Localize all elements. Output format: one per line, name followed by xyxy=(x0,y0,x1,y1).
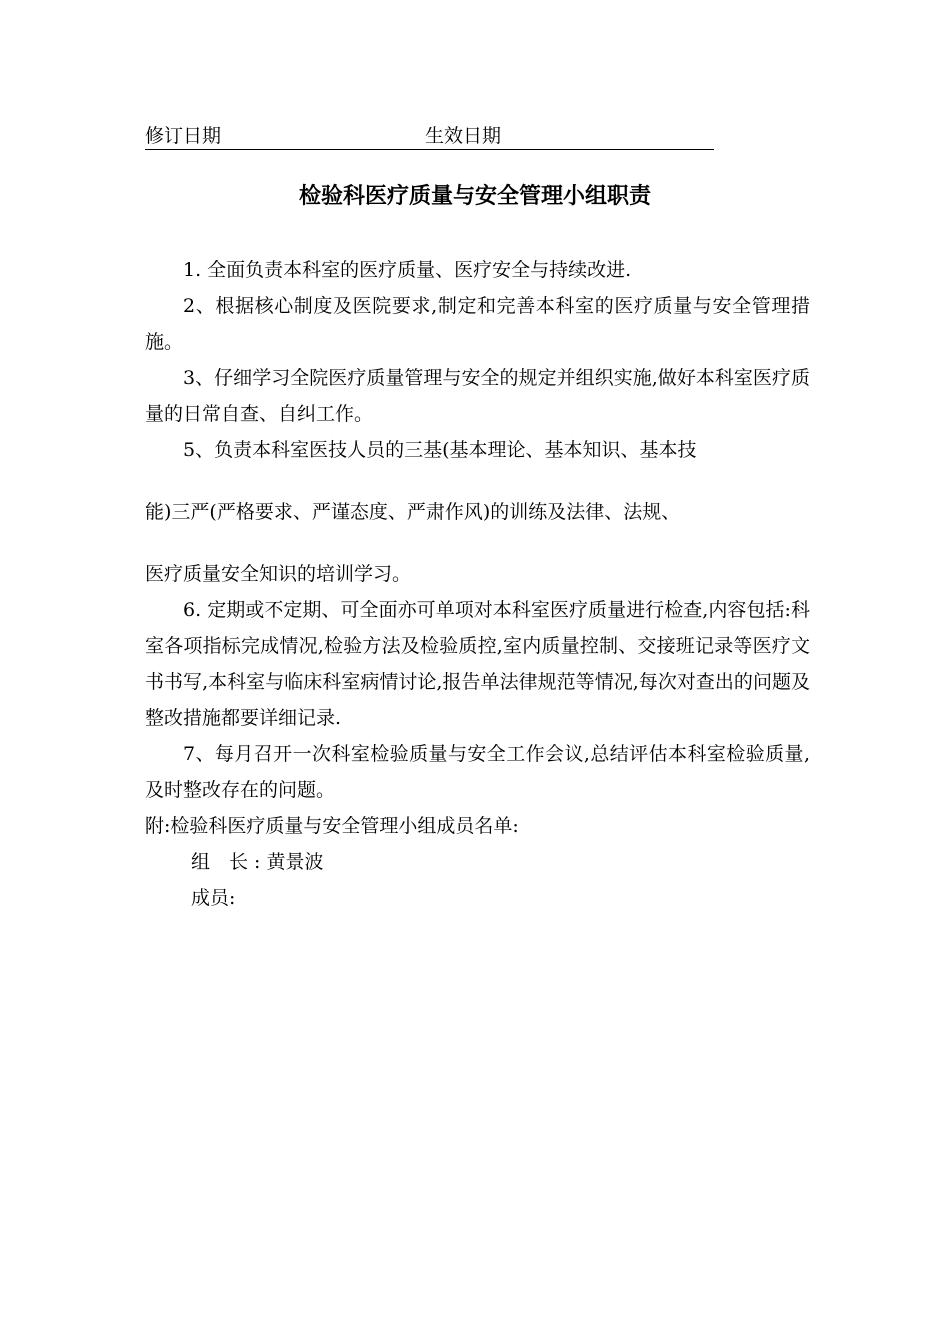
group-leader-line: 组 长 : 黄景波 xyxy=(191,851,324,873)
group-members-line: 成员: xyxy=(191,887,236,909)
responsibility-item-5-line-3: 医疗质量安全知识的培训学习。 xyxy=(145,563,412,585)
responsibility-item-6: 6. 定期或不定期、可全面亦可单项对本科室医疗质量进行检查,内容包括:科室各项指标完成情况,检验方法及检验质控,室内质量控制、交接班记录等医疗文书书写,本科室与临床科室病情讨论,报告单法律规范等情况,每次对查出的问题及整改措施都要详细记录. xyxy=(145,599,810,729)
appendix-heading: 附:检验科医疗质量与安全管理小组成员名单: xyxy=(145,815,519,837)
responsibility-item-1: 1. 全面负责本科室的医疗质量、医疗安全与持续改进. xyxy=(183,259,632,281)
document-title: 检验科医疗质量与安全管理小组职责 xyxy=(298,184,651,209)
effective-date-label: 生效日期 xyxy=(425,125,502,147)
responsibility-item-5-line-1: 5、负责本科室医技人员的三基(基本理论、基本知识、基本技 xyxy=(183,439,697,461)
revision-date-label: 修订日期 xyxy=(145,125,222,147)
header-dates-line xyxy=(145,123,714,150)
document-body xyxy=(145,252,810,916)
responsibility-item-5-line-2: 能)三严(严格要求、严谨态度、严肃作风)的训练及法律、法规、 xyxy=(145,501,681,523)
responsibility-item-7: 7、每月召开一次科室检验质量与安全工作会议,总结评估本科室检验质量,及时整改存在的问题。 xyxy=(145,743,810,801)
responsibility-item-3: 3、仔细学习全院医疗质量管理与安全的规定并组织实施,做好本科室医疗质量的日常自查、自纠工作。 xyxy=(145,367,810,425)
responsibility-item-2: 2、根据核心制度及医院要求,制定和完善本科室的医疗质量与安全管理措施。 xyxy=(145,295,810,353)
